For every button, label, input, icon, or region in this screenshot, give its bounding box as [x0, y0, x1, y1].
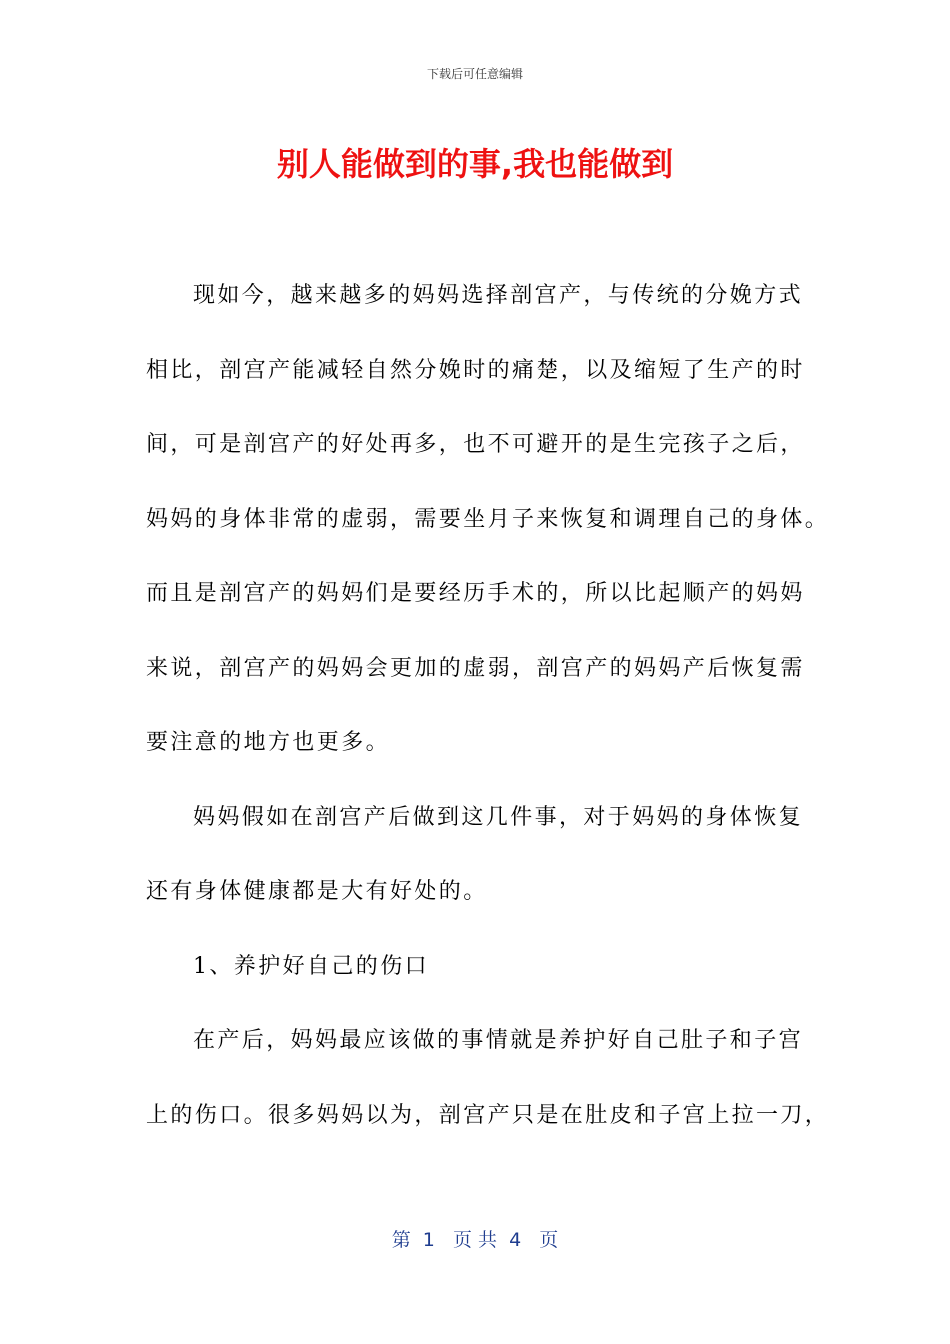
paragraph-line: 上的伤口。很多妈妈以为，剖宫产只是在肚皮和子宫上拉一刀，: [146, 1102, 830, 1128]
document-body: [146, 276, 830, 1170]
document-title: 别人能做到的事,我也能做到: [276, 145, 674, 183]
header-note: 下载后可任意编辑: [426, 67, 523, 81]
paragraph-line: 妈妈假如在剖宫产后做到这几件事，对于妈妈的身体恢复: [193, 804, 804, 830]
paragraph-line: 间，可是剖宫产的好处再多，也不可避开的是生完孩子之后，: [146, 432, 805, 457]
paragraph-line: 在产后，妈妈最应该做的事情就是养护好自己肚子和子宫: [193, 1028, 804, 1053]
section-heading: 1、养护好自己的伤口: [193, 953, 429, 979]
page-number-footer: 第 1 页 共 4 页: [391, 1229, 559, 1251]
paragraph-line: 来说，剖宫产的妈妈会更加的虚弱，剖宫产的妈妈产后恢复需: [146, 655, 805, 681]
paragraph-line: 而且是剖宫产的妈妈们是要经历手术的，所以比起顺产的妈妈: [146, 581, 805, 606]
paragraph-line: 妈妈的身体非常的虚弱，需要坐月子来恢复和调理自己的身体。: [146, 506, 830, 532]
paragraph-line: 现如今，越来越多的妈妈选择剖宫产，与传统的分娩方式: [193, 283, 804, 308]
paragraph-line: 还有身体健康都是大有好处的。: [146, 879, 488, 904]
paragraph-line: 相比，剖宫产能减轻自然分娩时的痛楚，以及缩短了生产的时: [146, 357, 805, 383]
paragraph-line: 要注意的地方也更多。: [146, 730, 391, 755]
